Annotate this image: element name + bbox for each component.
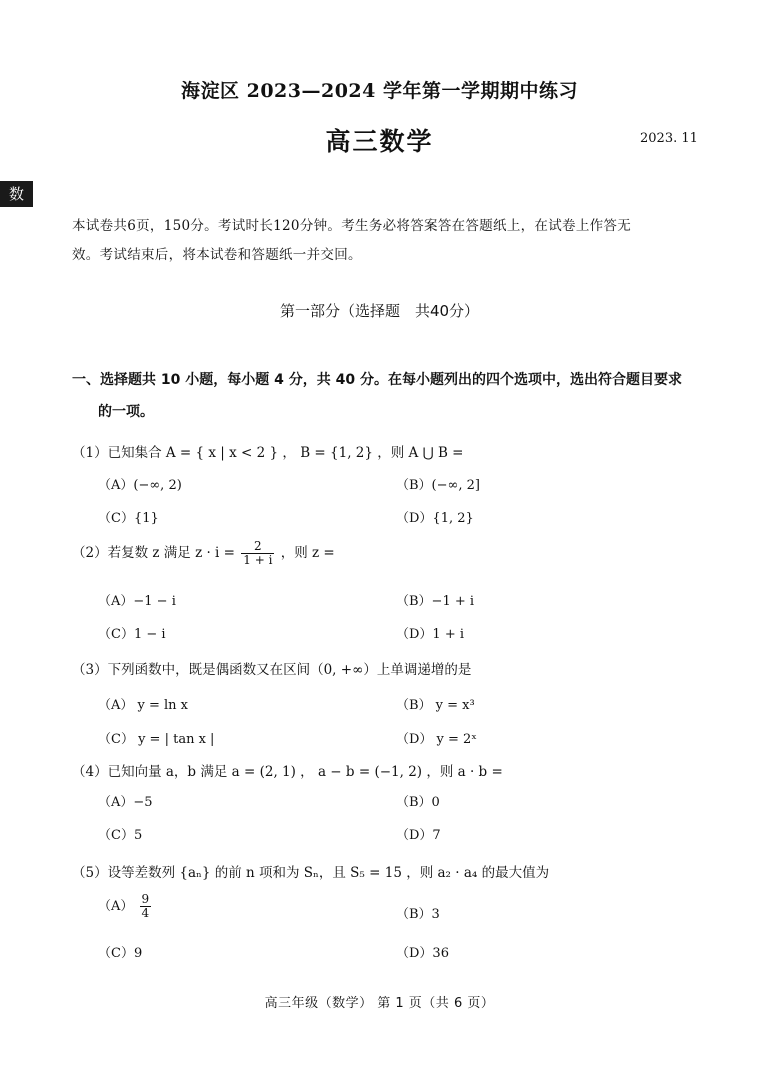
question-4-stem: （4）已知向量 a，b 满足 a = (2, 1) ， a − b = (−1, 2) ，则 a · b = (72, 764, 503, 780)
subject-title: 高三数学 (325, 127, 434, 156)
question-5-option-a-numerator: 9 (141, 892, 150, 906)
question-5-option-d: （D）36 (396, 946, 449, 961)
question-4-option-d: （D）7 (396, 828, 441, 843)
question-5-option-a-fraction (140, 893, 152, 920)
part-title: 第一部分（选择题 共40分） (279, 302, 480, 320)
question-3-option-d: （D） y = 2ˣ (396, 732, 477, 747)
side-tab: 数 (0, 181, 33, 207)
question-4-option-b: （B）0 (396, 795, 440, 810)
question-2-option-b: （B）−1 + i (396, 594, 475, 609)
question-2-stem-suffix: ，则 z = (280, 545, 335, 561)
intro-line-2: 效。考试结束后，将本试卷和答题纸一并交回。 (72, 247, 362, 263)
intro-line-1: 本试卷共6页，150分。考试时长120分钟。考生务必将答案答在答题纸上，在试卷上作答无 (72, 218, 632, 234)
exam-date: 2023. 11 (640, 131, 698, 146)
section-instruction-2: 的一项。 (98, 404, 154, 420)
exam-title: 海淀区 2023—2024 学年第一学期期中练习 (181, 80, 578, 102)
question-2-option-c: （C）1 − i (98, 627, 166, 642)
question-1-option-d: （D）{1, 2} (396, 511, 474, 526)
question-3-option-a: （A） y = ln x (98, 698, 189, 713)
question-2-option-a: （A）−1 − i (98, 594, 176, 609)
question-2-stem (72, 540, 335, 567)
question-5-option-c: （C）9 (98, 946, 143, 961)
question-1-option-c: （C）{1} (98, 511, 159, 526)
question-3-stem: （3）下列函数中，既是偶函数又在区间（0, +∞）上单调递增的是 (72, 662, 472, 678)
question-5-option-b: （B）3 (396, 907, 440, 922)
question-3-option-b: （B） y = x³ (396, 698, 475, 713)
question-2-stem-prefix: （2）若复数 z 满足 z · i = (72, 545, 235, 561)
page-footer: 高三年级（数学） 第 1 页（共 6 页） (264, 996, 495, 1011)
question-2-fraction-denominator: 1 + i (243, 553, 273, 567)
question-3-option-c: （C） y = | tan x | (98, 732, 215, 747)
question-1-option-a: （A）(−∞, 2) (98, 478, 182, 493)
question-5-option-a (98, 893, 153, 920)
question-5-stem: （5）设等差数列 {aₙ} 的前 n 项和为 Sₙ，且 S₅ = 15 ，则 a₂ · a₄ 的最大值为 (72, 865, 550, 881)
question-5-option-a-denominator: 4 (141, 906, 150, 920)
question-2-fraction-numerator: 2 (241, 540, 274, 554)
question-4-option-c: （C）5 (98, 828, 143, 843)
question-2-option-d: （D）1 + i (396, 627, 465, 642)
section-instruction-1: 一、选择题共 10 小题，每小题 4 分，共 40 分。在每小题列出的四个选项中，选出符合题目要求 (72, 372, 682, 388)
question-1-stem: （1）已知集合 A = { x | x < 2 } ， B = {1, 2} ，则 A ⋃ B = (72, 445, 464, 461)
question-5-option-a-label: （A） (98, 899, 134, 914)
question-1-option-b: （B）(−∞, 2] (396, 478, 480, 493)
question-2-fraction (241, 540, 274, 567)
question-4-option-a: （A）−5 (98, 795, 153, 810)
